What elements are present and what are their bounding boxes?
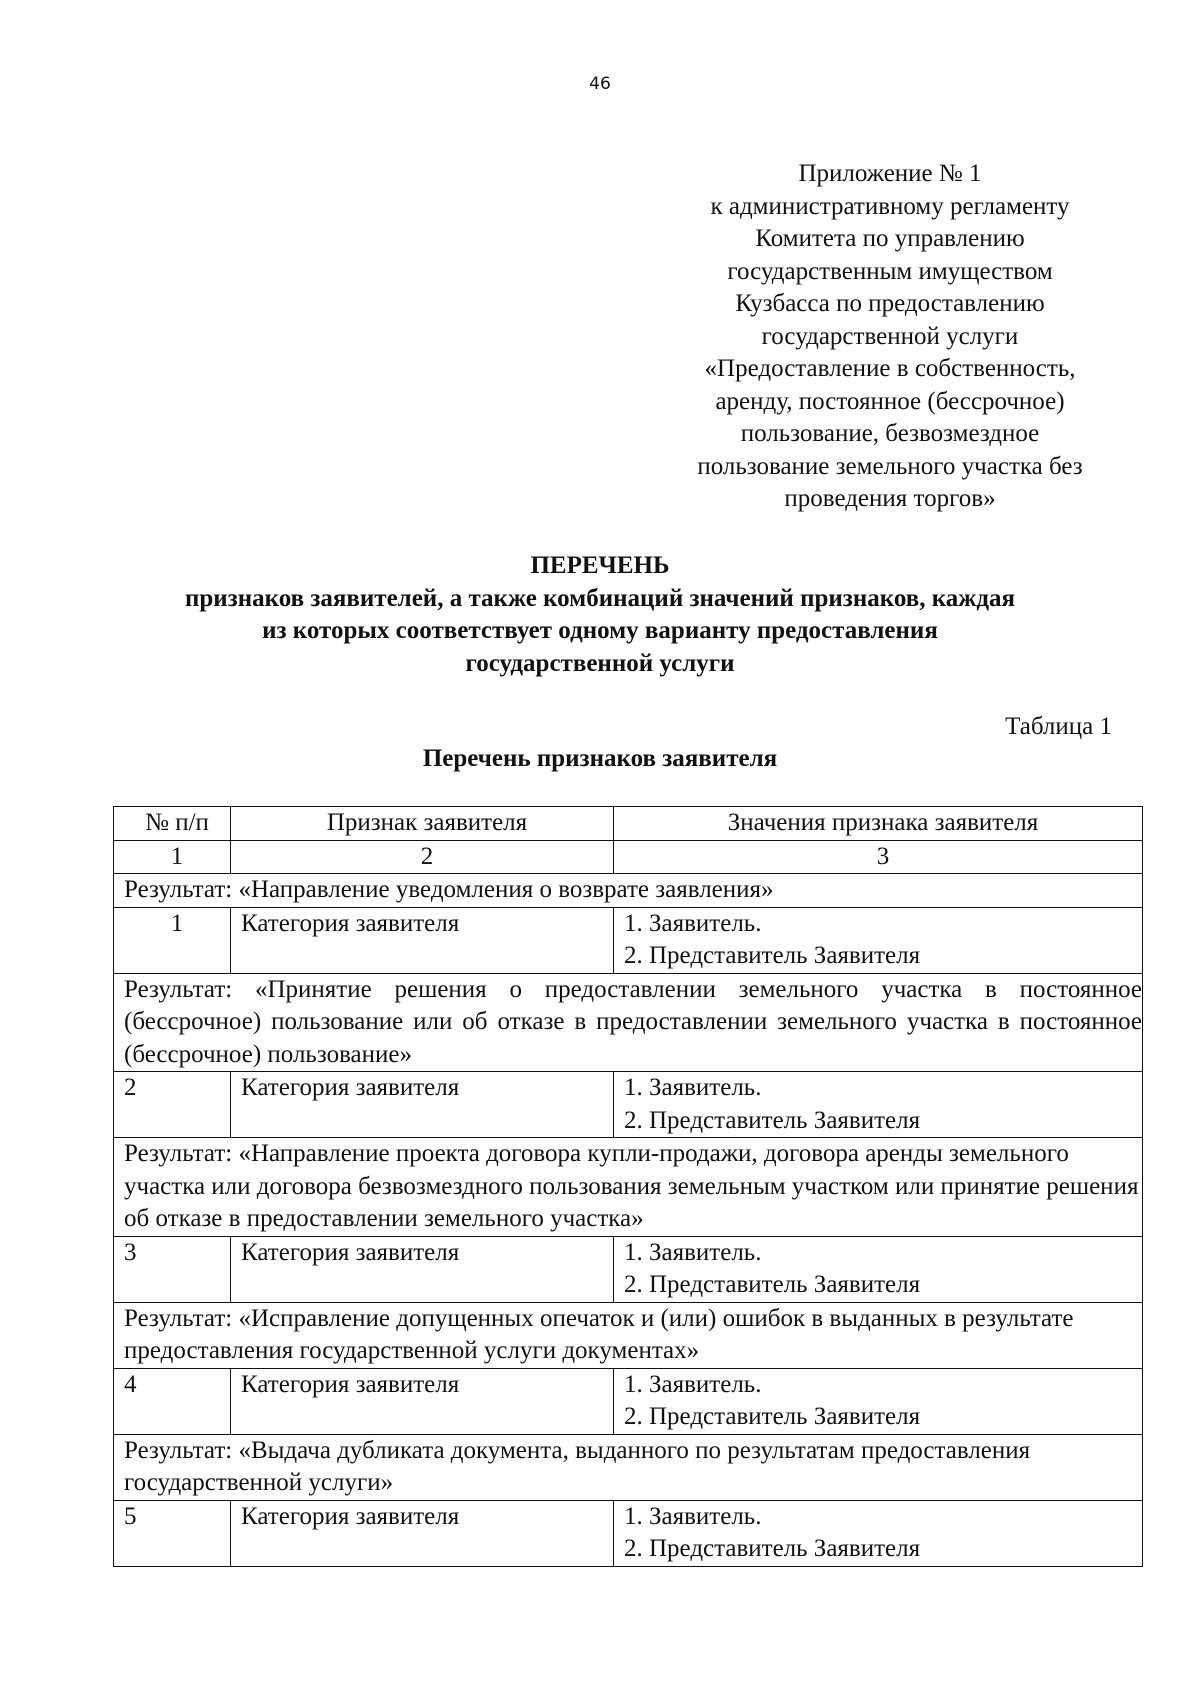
table-header-row xyxy=(114,807,1143,841)
value-item: 1. Заявитель. xyxy=(624,1370,762,1398)
result-cell: Результат: «Направление уведомления о возврате заявления» xyxy=(114,874,1143,908)
result-row xyxy=(114,1138,1143,1237)
values-cell xyxy=(614,1368,1143,1434)
column-number-row xyxy=(114,840,1143,874)
result-cell: Результат: «Направление проекта договора купли-продажи, договора аренды земельного участка или договора безвозмездного пользования земельным участком или принятие решения об отказе в предоставлении земельного участка» xyxy=(114,1138,1143,1237)
result-cell: Результат: «Выдача дубликата документа, выданного по результатам предоставления государственной услуги» xyxy=(114,1434,1143,1500)
heading-title: ПЕРЕЧЕНЬ xyxy=(530,552,670,579)
header-cell: Признак заявителя xyxy=(231,807,614,841)
table-row xyxy=(114,1500,1143,1566)
column-number-cell: 1 xyxy=(114,840,231,874)
appendix-line: к административному регламенту xyxy=(710,192,1070,220)
table-row xyxy=(114,1236,1143,1302)
appendix-line: проведения торгов» xyxy=(784,485,996,512)
value-item: 2. Представитель Заявителя xyxy=(624,1535,921,1562)
page-number: 46 xyxy=(589,74,611,94)
value-item: 1. Заявитель. xyxy=(624,1074,762,1101)
table-label: Таблица 1 xyxy=(1005,713,1112,740)
appendix-note xyxy=(650,158,1130,516)
values-cell xyxy=(614,1500,1143,1566)
table-row xyxy=(114,907,1143,973)
attributes-table xyxy=(113,806,1143,1567)
attribute-cell: Категория заявителя xyxy=(231,1500,614,1566)
values-cell xyxy=(614,1072,1143,1138)
attribute-cell: Категория заявителя xyxy=(231,1236,614,1302)
appendix-line: Приложение № 1 xyxy=(798,160,982,187)
column-number-cell: 2 xyxy=(231,840,614,874)
table-row xyxy=(114,1368,1143,1434)
row-number-cell: 5 xyxy=(114,1500,231,1566)
result-row xyxy=(114,1434,1143,1500)
heading-line: признаков заявителей, а также комбинаций значений признаков, каждая xyxy=(184,584,1016,612)
appendix-line: «Предоставление в собственность, xyxy=(704,355,1076,382)
appendix-line: Комитета по управлению xyxy=(755,225,1025,252)
result-cell: Результат: «Принятие решения о предоставлении земельного участка в постоянное (бессрочное) пользование или об отказе в предоставлении земельного участка в постоянное (бессрочное) пользование» xyxy=(114,973,1143,1072)
attribute-cell: Категория заявителя xyxy=(231,1368,614,1434)
value-item: 1. Заявитель. xyxy=(624,1238,762,1266)
value-item: 2. Представитель Заявителя xyxy=(624,1403,921,1430)
appendix-line: государственной услуги xyxy=(761,322,1019,350)
attribute-cell: Категория заявителя xyxy=(231,1072,614,1138)
column-number-cell: 3 xyxy=(614,840,1143,874)
table-row xyxy=(114,1072,1143,1138)
table-title: Перечень признаков заявителя xyxy=(422,745,778,772)
appendix-line: аренду, постоянное (бессрочное) xyxy=(715,387,1065,415)
appendix-line: пользование земельного участка без xyxy=(697,452,1083,480)
value-item: 2. Представитель Заявителя xyxy=(624,1271,921,1298)
result-cell: Результат: «Исправление допущенных опечаток и (или) ошибок в выданных в результате предоставления государственной услуги документах» xyxy=(114,1302,1143,1368)
result-row xyxy=(114,1302,1143,1368)
result-row xyxy=(114,973,1143,1072)
row-number-cell: 1 xyxy=(114,907,231,973)
value-item: 1. Заявитель. xyxy=(624,1502,762,1530)
header-cell: № п/п xyxy=(114,807,231,841)
appendix-line: государственным имуществом xyxy=(727,257,1053,285)
document-heading xyxy=(100,550,1100,680)
value-item: 2. Представитель Заявителя xyxy=(624,942,921,969)
value-item: 1. Заявитель. xyxy=(624,909,762,937)
row-number-cell: 3 xyxy=(114,1236,231,1302)
appendix-line: Кузбасса по предоставлению xyxy=(735,290,1045,317)
value-item: 2. Представитель Заявителя xyxy=(624,1106,921,1134)
heading-line: из которых соответствует одному варианту предоставления xyxy=(262,617,938,644)
heading-line: государственной услуги xyxy=(465,649,735,677)
attribute-cell: Категория заявителя xyxy=(231,907,614,973)
values-cell xyxy=(614,907,1143,973)
row-number-cell: 4 xyxy=(114,1368,231,1434)
appendix-line: пользование, безвозмездное xyxy=(740,420,1040,447)
result-row xyxy=(114,874,1143,908)
header-cell: Значения признака заявителя xyxy=(614,807,1143,841)
row-number-cell: 2 xyxy=(114,1072,231,1138)
values-cell xyxy=(614,1236,1143,1302)
